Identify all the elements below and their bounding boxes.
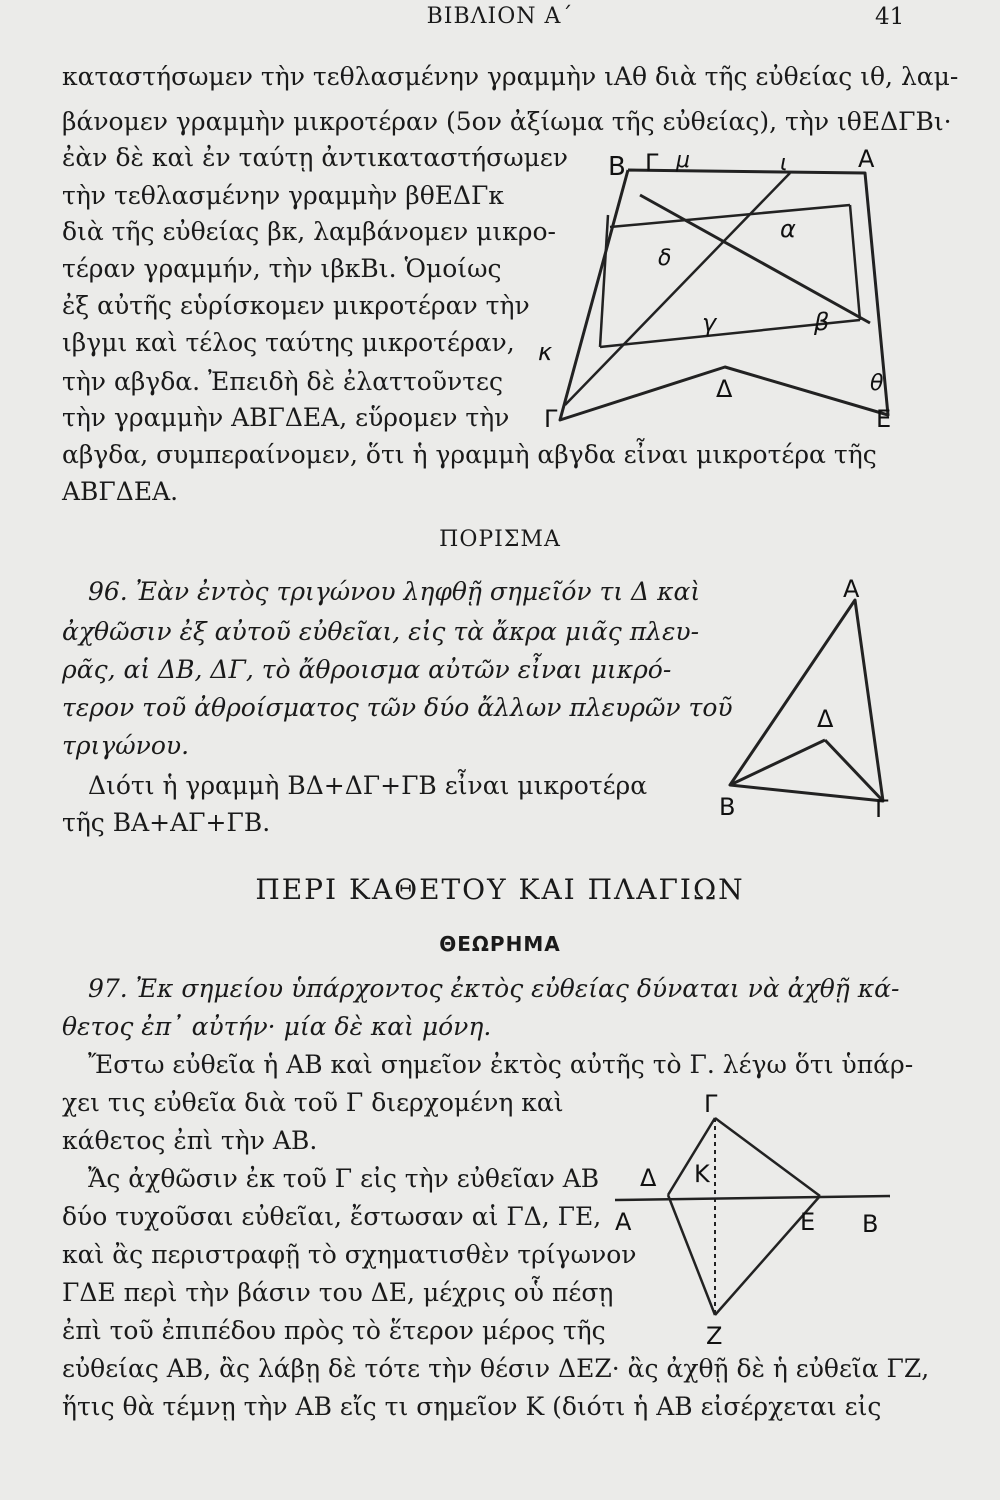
segment-ik — [565, 173, 790, 405]
segment-delta — [610, 205, 850, 227]
fig1-label-E: Ε — [876, 405, 892, 433]
text-line: ἐξ αὐτῆς εὑρίσκομεν μικροτέραν τὴν — [62, 291, 530, 320]
text-line: καὶ ἂς περιστραφῇ τὸ σχηματισθὲν τρίγωνον — [62, 1240, 637, 1269]
fig3-label-A: Α — [615, 1208, 632, 1236]
running-header: ΒΙΒΛΙΟΝ Α΄ — [426, 4, 574, 29]
text-line: τερον τοῦ ἀθροίσματος τῶν δύο ἄλλων πλευρῶν τοῦ — [62, 693, 733, 722]
text-line: χει τις εὐθεῖα διὰ τοῦ Γ διερχομένη καὶ — [62, 1088, 564, 1117]
fig2-label-Gamma: Γ — [875, 795, 889, 823]
fig1-label-theta: θ — [870, 371, 884, 396]
text-line: δύο τυχοῦσαι εὐθεῖαι, ἔστωσαν αἱ ΓΔ, ΓΕ, — [62, 1202, 602, 1231]
segment-DZ — [668, 1195, 715, 1315]
fig3-label-B: Β — [862, 1210, 879, 1238]
fig1-label-Gamma-top: Γ — [645, 149, 659, 177]
text-line: τὴν αβγδα. Ἐπειδὴ δὲ ἐλαττοῦντες — [62, 367, 503, 396]
text-line: ΓΔΕ περὶ τὴν βάσιν του ΔΕ, μέχρις οὗ πέσῃ — [62, 1278, 614, 1307]
text-line: ἀχθῶσιν ἐξ αὐτοῦ εὐθεῖαι, εἰς τὰ ἄκρα μιᾶς πλευ- — [62, 617, 700, 646]
text-line: ἥτις θὰ τέμνῃ τὴν ΑΒ εἴς τι σημεῖον Κ (διότι ἡ ΑΒ εἰσέρχεται εἰς — [62, 1392, 882, 1421]
page-number: 41 — [875, 4, 905, 30]
text-line: καταστήσωμεν τὴν τεθλασμένην γραμμὴν ιΑθ διὰ τῆς εὐθείας ιθ, λαμ- — [62, 62, 959, 91]
figure-perpendicular — [610, 1090, 900, 1350]
figure-triangle — [705, 575, 905, 825]
triangle-ABG — [730, 600, 883, 801]
text-line: βάνομεν γραμμὴν μικροτέραν (5ον ἀξίωμα τῆς εὐθείας), τὴν ιθΕΔΓΒι· — [62, 107, 952, 136]
fig2-label-Delta: Δ — [817, 705, 834, 733]
fig1-label-B: Β — [608, 152, 626, 182]
text-line: Διότι ἡ γραμμὴ ΒΔ+ΔΓ+ΓΒ εἶναι μικροτέρα — [88, 771, 648, 800]
fig3-label-E: Ε — [800, 1208, 816, 1236]
fig1-label-Delta: Δ — [716, 375, 733, 403]
fig2-label-A: Α — [843, 575, 860, 603]
fig1-label-alpha: α — [780, 215, 796, 243]
text-line: αβγδα, συμπεραίνομεν, ὅτι ἡ γραμμὴ αβγδα εἶναι μικροτέρα τῆς — [62, 440, 877, 469]
text-line: τὴν γραμμὴν ΑΒΓΔΕΑ, εὕρομεν τὴν — [62, 403, 510, 432]
figure-polygon — [538, 145, 900, 433]
fig3-label-K: Κ — [694, 1160, 710, 1188]
segment-beta — [850, 205, 860, 320]
line-AB — [615, 1196, 890, 1200]
text-line: τριγώνου. — [62, 731, 190, 760]
text-line: εὐθείας ΑΒ, ἂς λάβῃ δὲ τότε τὴν θέσιν ΔΕΖ· ἂς ἀχθῇ δὲ ἡ εὐθεῖα ΓΖ, — [62, 1354, 930, 1383]
text-line: ιβγμι καὶ τέλος ταύτης μικροτέραν, — [62, 328, 515, 357]
text-line: 96. Ἐὰν ἐντὸς τριγώνου ληφθῇ σημεῖόν τι Δ καὶ — [88, 577, 701, 606]
fig1-label-kappa: κ — [538, 338, 553, 366]
fig1-label-beta: β — [814, 308, 830, 336]
text-line: ΑΒΓΔΕΑ. — [62, 477, 179, 506]
theorem-heading: ΘΕΩΡΗΜΑ — [439, 932, 561, 956]
section2-heading: ΠΕΡΙ ΚΑΘΕΤΟΥ ΚΑΙ ΠΛΑΓΙΩΝ — [255, 873, 745, 906]
text-line: τὴν τεθλασμένην γραμμὴν βθΕΔΓκ — [62, 181, 505, 210]
fig1-label-delta: δ — [658, 246, 672, 271]
text-line: κάθετος ἐπὶ τὴν ΑΒ. — [62, 1126, 318, 1155]
fig1-label-gamma: γ — [702, 309, 717, 337]
text-line: τέραν γραμμήν, τὴν ιβκΒι. Ὁμοίως — [62, 254, 502, 283]
text-line: ρᾶς, αἱ ΔΒ, ΔΓ, τὸ ἄθροισμα αὐτῶν εἶναι μικρό- — [62, 655, 672, 684]
text-line: Ἄς ἀχθῶσιν ἐκ τοῦ Γ εἰς τὴν εὐθεῖαν ΑΒ — [88, 1164, 600, 1193]
text-line: 97. Ἐκ σημείου ὑπάρχοντος ἐκτὸς εὐθείας δύναται νὰ ἀχθῇ κά- — [88, 974, 900, 1003]
fig1-label-Gamma-bottom: Γ — [544, 405, 558, 433]
fig1-label-mu: μ — [676, 148, 690, 173]
text-line: Ἔστω εὐθεῖα ἡ ΑΒ καὶ σημεῖον ἐκτὸς αὐτῆς τὸ Γ. λέγω ὅτι ὑπάρ- — [88, 1050, 914, 1079]
fig2-label-B: Β — [719, 793, 736, 821]
fig3-label-Z: Ζ — [706, 1322, 723, 1350]
segment-GE — [715, 1118, 820, 1196]
fig3-label-Delta: Δ — [640, 1164, 657, 1192]
fig1-label-iota: ι — [780, 151, 788, 176]
text-line: διὰ τῆς εὐθείας βκ, λαμβάνομεν μικρο- — [62, 217, 556, 246]
porisma-heading: ΠΟΡΙΣΜΑ — [439, 527, 561, 552]
fig1-label-A: Α — [858, 145, 875, 173]
text-line: ἐπὶ τοῦ ἐπιπέδου πρὸς τὸ ἕτερον μέρος τῆς — [62, 1316, 606, 1345]
text-line: θετος ἐπ᾽ αὐτήν· μία δὲ καὶ μόνη. — [62, 1012, 492, 1041]
text-line: τῆς ΒΑ+ΑΓ+ΓΒ. — [62, 808, 271, 837]
segment-mu — [600, 215, 608, 347]
fig3-label-Gamma: Γ — [704, 1090, 718, 1118]
text-line: ἐὰν δὲ καὶ ἐν ταύτῃ ἀντικαταστήσωμεν — [62, 143, 568, 172]
